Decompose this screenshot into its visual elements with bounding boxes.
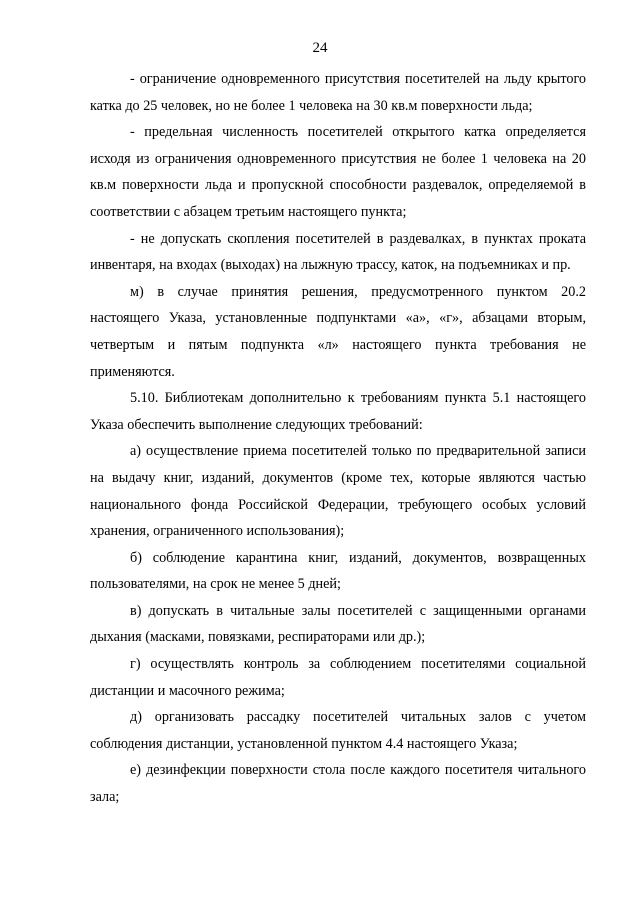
paragraph-subitem-a: а) осуществление приема посетителей только по предварительной записи на выдачу книг, изданий, документов (кроме тех, которые являются частью национального фонда Российской Федерации, требующего особых условий хранения, ограниченного использования); [90,443,586,540]
paragraph-subitem-g: г) осуществлять контроль за соблюдением посетителями социальной дистанции и масочного режима; [90,656,586,699]
paragraph-subitem-d: д) организовать рассадку посетителей читальных залов с учетом соблюдения дистанции, установленной пунктом 4.4 настоящего Указа; [90,709,586,752]
paragraph-subitem-v: в) допускать в читальные залы посетителей с защищенными органами дыхания (масками, повязками, респираторами или др.); [90,602,586,646]
page-number: 24 [312,40,328,56]
document-body [90,66,586,811]
paragraph-section-5-10: 5.10. Библиотекам дополнительно к требованиям пункта 5.1 настоящего Указа обеспечить выполнение следующих требований: [90,390,586,433]
paragraph-subitem-e: е) дезинфекции поверхности стола после каждого посетителя читального зала; [90,762,586,806]
paragraph-ice-rink-indoor-limit: - ограничение одновременного присутствия посетителей на льду крытого катка до 25 человек, но не более 1 человека на 30 кв.м поверхности льда; [90,71,586,114]
paragraph-subitem-b: б) соблюдение карантина книг, изданий, документов, возвращенных пользователями, на срок не менее 5 дней; [90,549,586,593]
paragraph-no-crowding: - не допускать скопления посетителей в раздевалках, в пунктах проката инвентаря, на входах (выходах) на лыжную трассу, каток, на подъемниках и пр. [90,230,586,274]
paragraph-subitem-m: м) в случае принятия решения, предусмотренного пунктом 20.2 настоящего Указа, установленные подпунктами «а», «г», абзацами вторым, четвертым и пятым подпункта «л» настоящего пункта требования не применяются. [90,283,586,380]
paragraph-ice-rink-outdoor-limit: - предельная численность посетителей открытого катка определяется исходя из ограничения одновременного присутствия не более 1 человека на 20 кв.м поверхности льда и пропускной способности раздевалок, определяемой в соответствии с абзацем третьим настоящего пункта; [90,124,586,220]
